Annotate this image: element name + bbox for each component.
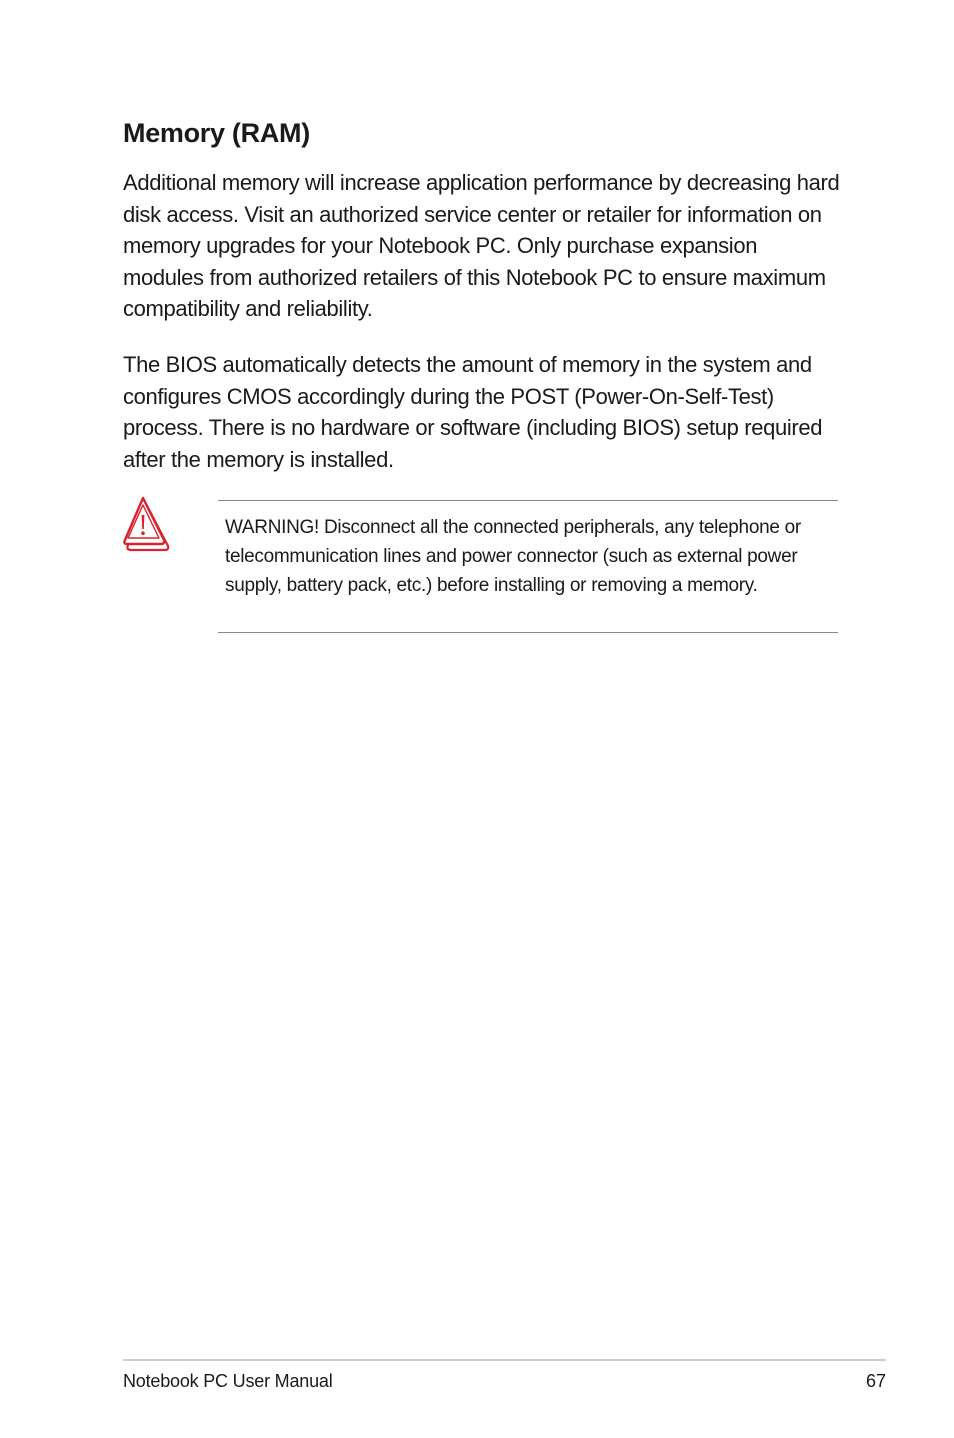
body-paragraph-memory-upgrade: Additional memory will increase application performance by decreasing hard disk access. Visit an authorized service center or retailer for information on memory upgrades for your Notebook PC. Only purchase expansion modules from authorized retailers of this Notebook PC to ensure maximum compatibility and reliability.: [123, 170, 840, 322]
body-paragraph-bios-detection: The BIOS automatically detects the amount of memory in the system and configures CMOS accordingly during the POST (Power-On-Self-Test) process. There is no hardware or software (including BIOS) setup required after the memory is installed.: [123, 352, 823, 472]
footer-manual-title: Notebook PC User Manual: [123, 1371, 333, 1391]
footer-divider: [123, 1359, 886, 1361]
warning-notice: [218, 500, 838, 633]
page-title: Memory (RAM): [123, 118, 310, 148]
page-number: 67: [865, 1371, 886, 1391]
warning-triangle-icon: [122, 496, 172, 552]
warning-text: WARNING! Disconnect all the connected peripherals, any telephone or telecommunication lines and power connector (such as external power supply, battery pack, etc.) before installing or removing a memory.: [225, 517, 801, 596]
